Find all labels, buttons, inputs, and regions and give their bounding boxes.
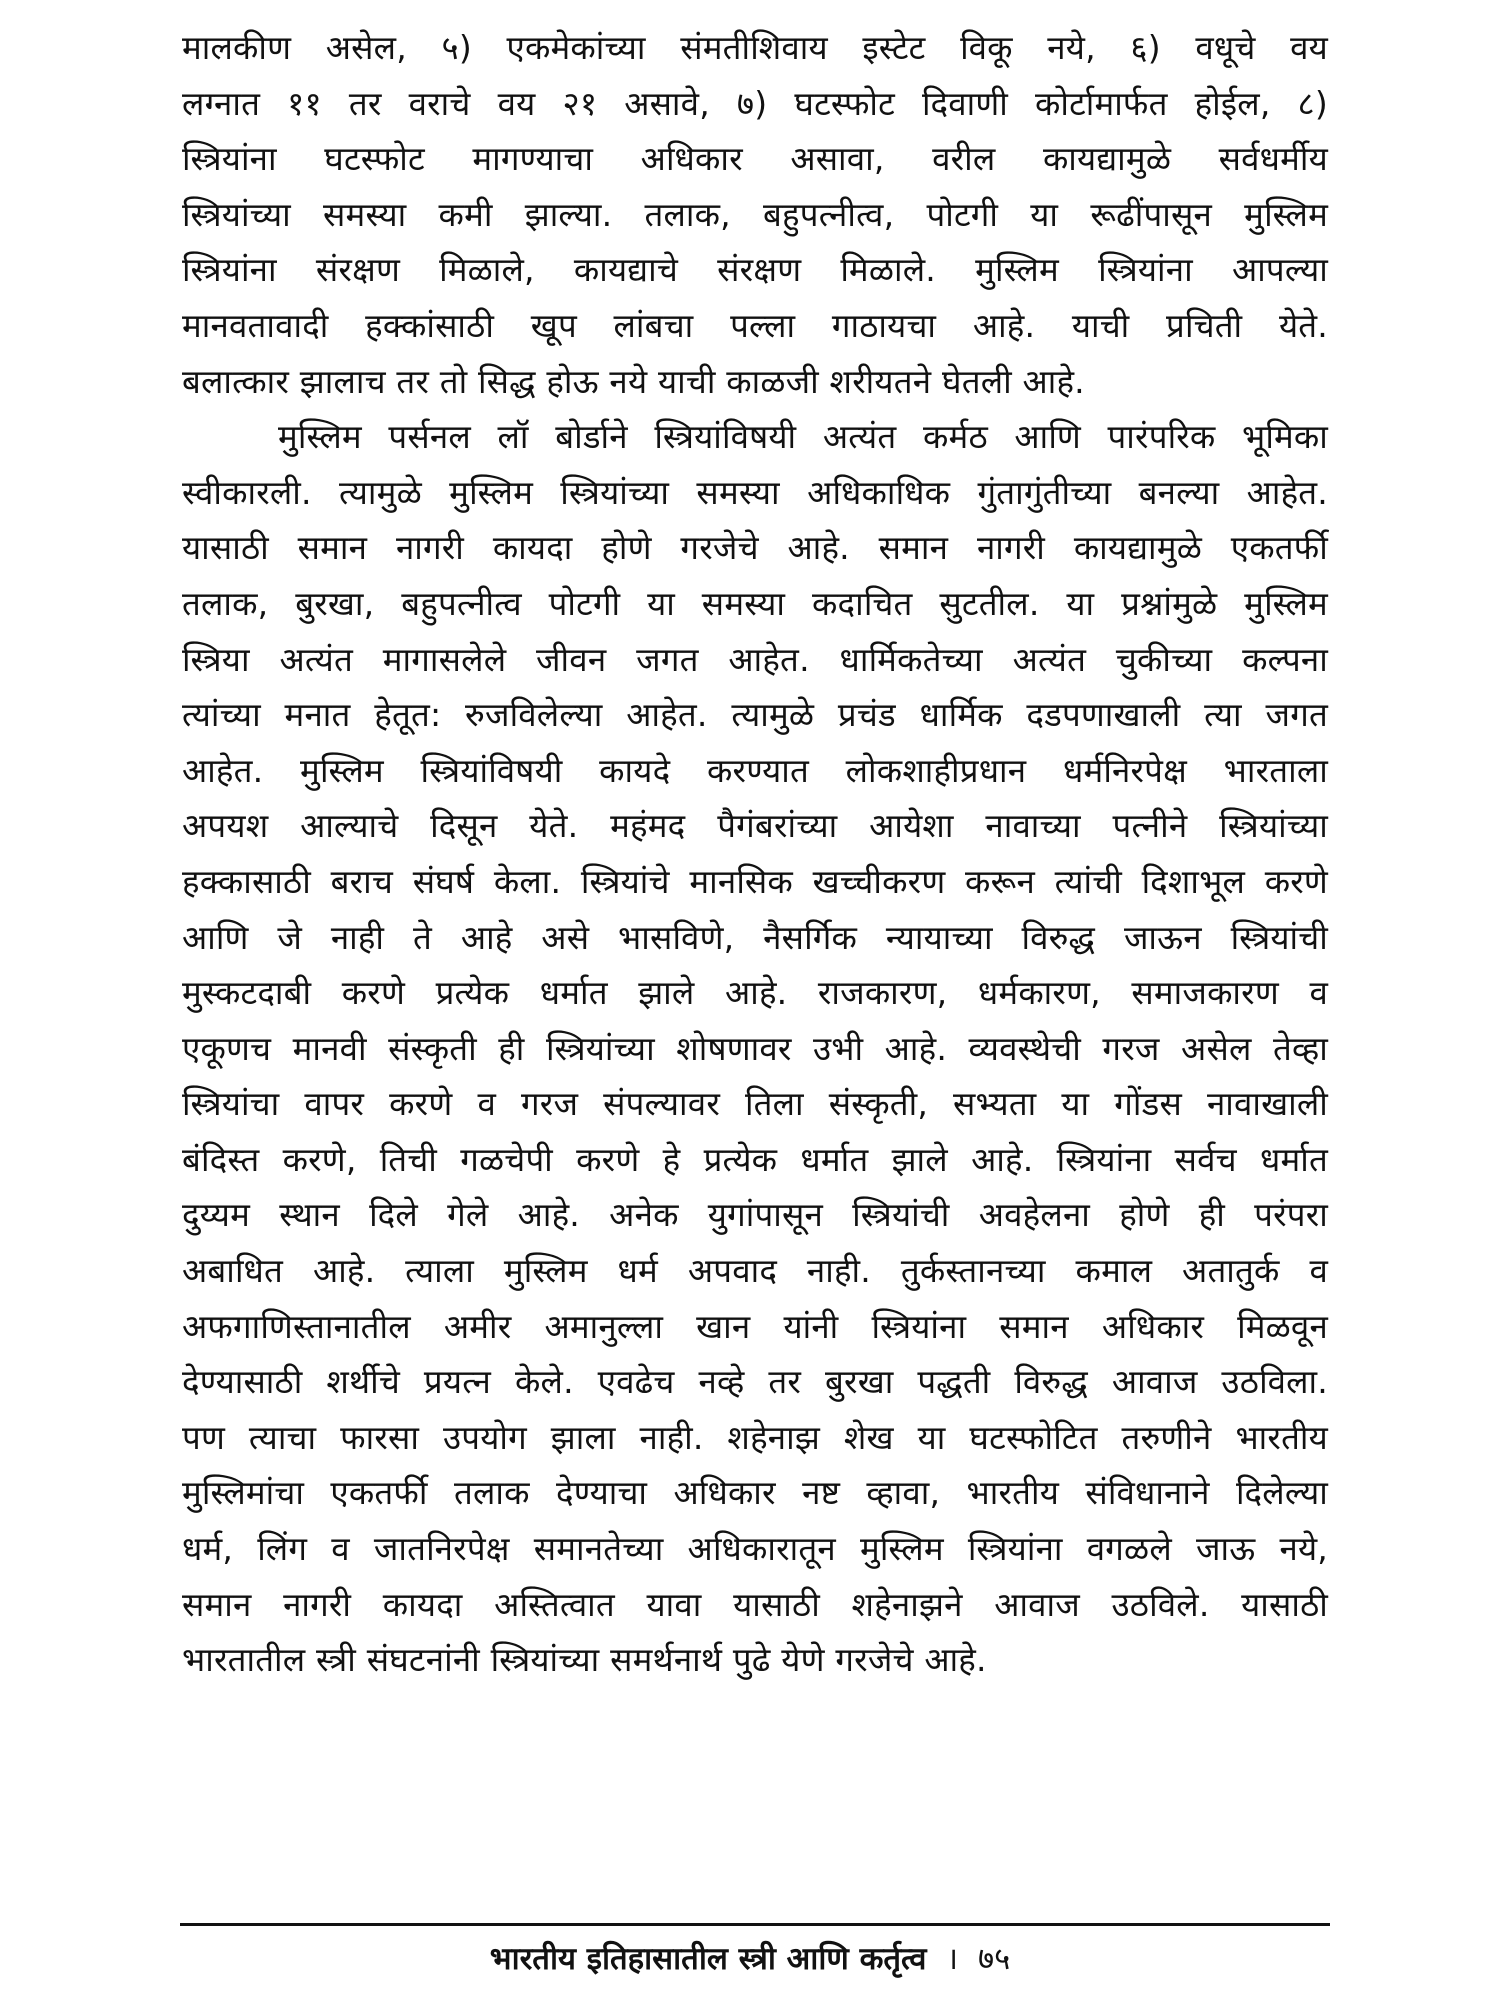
text-line: दुय्यम स्थान दिले गेले आहे. अनेक युगांपासून स्त्रियांची अवहेलना होणे ही परंपरा [182, 1195, 1328, 1235]
text-line: अपयश आल्याचे दिसून येते. महंमद पैगंबरांच्या आयेशा नावाच्या पत्नीने स्त्रियांच्या [182, 806, 1328, 846]
text-line: स्त्रियांना घटस्फोट मागण्याचा अधिकार असावा, वरील कायद्यामुळे सर्वधर्मीय [182, 139, 1328, 179]
text-line: भारतातील स्त्री संघटनांनी स्त्रियांच्या समर्थनार्थ पुढे येणे गरजेचे आहे. [182, 1640, 987, 1680]
page-footer [0, 1939, 1500, 1979]
text-line: स्वीकारली. त्यामुळे मुस्लिम स्त्रियांच्या समस्या अधिकाधिक गुंतागुंतीच्या बनल्या आहेत. [182, 472, 1328, 512]
text-line: बंदिस्त करणे, तिची गळचेपी करणे हे प्रत्येक धर्मात झाले आहे. स्त्रियांना सर्वच धर्मात [182, 1139, 1328, 1179]
text-line: स्त्रियांच्या समस्या कमी झाल्या. तलाक, बहुपत्नीत्व, पोटगी या रूढींपासून मुस्लिम [182, 194, 1328, 234]
footer-separator: । [946, 1941, 959, 1977]
text-line: हक्कासाठी बराच संघर्ष केला. स्त्रियांचे मानसिक खच्चीकरण करून त्यांची दिशाभूल करणे [182, 861, 1328, 901]
text-line: मानवतावादी हक्कांसाठी खूप लांबचा पल्ला गाठायचा आहे. याची प्रचिती येते. [182, 305, 1328, 345]
text-line: समान नागरी कायदा अस्तित्वात यावा यासाठी शहेनाझने आवाज उठविले. यासाठी [182, 1584, 1328, 1624]
text-line: आणि जे नाही ते आहे असे भासविणे, नैसर्गिक न्यायाच्या विरुद्ध जाऊन स्त्रियांची [182, 917, 1328, 957]
text-line: यासाठी समान नागरी कायदा होणे गरजेचे आहे. समान नागरी कायद्यामुळे एकतर्फी [182, 528, 1328, 568]
text-line: लग्नात ११ तर वराचे वय २१ असावे, ७) घटस्फोट दिवाणी कोर्टामार्फत होईल, ८) [182, 83, 1328, 123]
text-line: मुस्लिम पर्सनल लॉ बोर्डाने स्त्रियांविषयी अत्यंत कर्मठ आणि पारंपरिक भूमिका [278, 417, 1328, 457]
paragraph-1 [182, 20, 1328, 409]
footer-divider [180, 1923, 1330, 1926]
footer-book-title: भारतीय इतिहासातील स्त्री आणि कर्तृत्व [489, 1941, 927, 1977]
page-number: ७५ [977, 1941, 1011, 1977]
text-line: स्त्रियांना संरक्षण मिळाले, कायद्याचे संरक्षण मिळाले. मुस्लिम स्त्रियांना आपल्या [182, 250, 1328, 290]
text-line: मुस्कटदाबी करणे प्रत्येक धर्मात झाले आहे. राजकारण, धर्मकारण, समाजकारण व [182, 973, 1328, 1013]
body-text [182, 20, 1328, 1688]
text-line: पण त्याचा फारसा उपयोग झाला नाही. शहेनाझ शेख या घटस्फोटित तरुणीने भारतीय [182, 1417, 1328, 1457]
text-line: एकूणच मानवी संस्कृती ही स्त्रियांच्या शोषणावर उभी आहे. व्यवस्थेची गरज असेल तेव्हा [182, 1028, 1328, 1068]
text-line: त्यांच्या मनात हेतूत: रुजविलेल्या आहेत. त्यामुळे प्रचंड धार्मिक दडपणाखाली त्या जगत [182, 695, 1328, 735]
paragraph-2 [182, 409, 1328, 1688]
text-line: आहेत. मुस्लिम स्त्रियांविषयी कायदे करण्यात लोकशाहीप्रधान धर्मनिरपेक्ष भारताला [182, 750, 1328, 790]
text-line: तलाक, बुरखा, बहुपत्नीत्व पोटगी या समस्या कदाचित सुटतील. या प्रश्नांमुळे मुस्लिम [182, 583, 1328, 623]
text-line: धर्म, लिंग व जातनिरपेक्ष समानतेच्या अधिकारातून मुस्लिम स्त्रियांना वगळले जाऊ नये, [182, 1529, 1328, 1569]
text-line: अफगाणिस्तानातील अमीर अमानुल्ला खान यांनी स्त्रियांना समान अधिकार मिळवून [182, 1306, 1328, 1346]
text-line: मुस्लिमांचा एकतर्फी तलाक देण्याचा अधिकार नष्ट व्हावा, भारतीय संविधानाने दिलेल्या [182, 1473, 1328, 1513]
text-line: अबाधित आहे. त्याला मुस्लिम धर्म अपवाद नाही. तुर्कस्तानच्या कमाल अतातुर्क व [182, 1251, 1328, 1291]
text-line: मालकीण असेल, ५) एकमेकांच्या संमतीशिवाय इस्टेट विकू नये, ६) वधूचे वय [182, 28, 1328, 67]
text-line: स्त्रिया अत्यंत मागासलेले जीवन जगत आहेत. धार्मिकतेच्या अत्यंत चुकीच्या कल्पना [182, 639, 1328, 679]
text-line: बलात्कार झालाच तर तो सिद्ध होऊ नये याची काळजी शरीयतने घेतली आहे. [182, 361, 1085, 401]
text-line: देण्यासाठी शर्थीचे प्रयत्न केले. एवढेच नव्हे तर बुरखा पद्धती विरुद्ध आवाज उठविला. [182, 1362, 1328, 1402]
text-line: स्त्रियांचा वापर करणे व गरज संपल्यावर तिला संस्कृती, सभ्यता या गोंडस नावाखाली [182, 1084, 1328, 1124]
